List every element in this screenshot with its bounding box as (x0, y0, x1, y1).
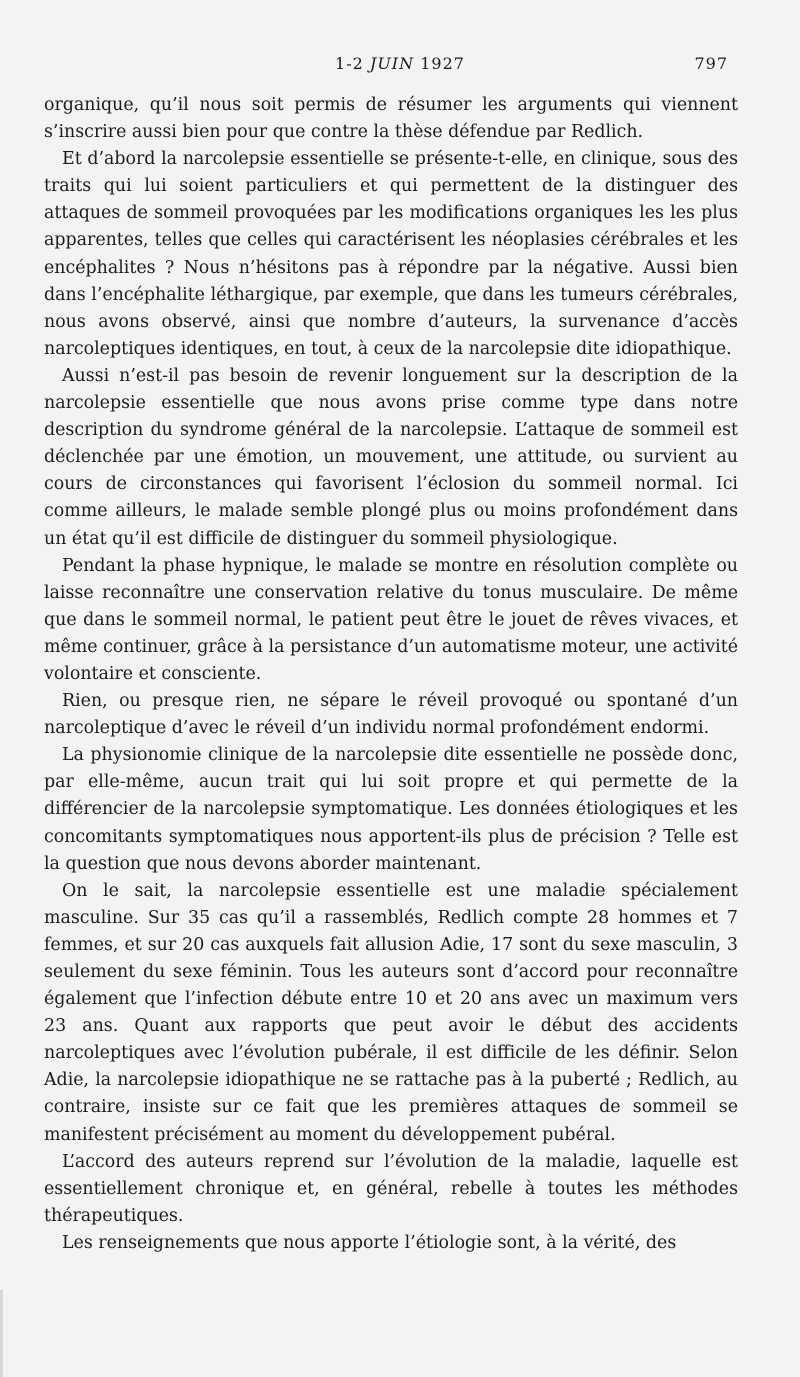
paragraph: Les renseignements que nous apporte l’étiologie sont, à la vérité, des (62, 1232, 677, 1253)
paragraph: Aussi n’est-il pas besoin de revenir longuement sur la description de la narcolepsie essentielle que nous avons prise comme type dans notre description du syndrome général de la narcolepsie. L’attaque de sommeil est déclenchée par une émotion, un mouvement, une attitude, ou survient au cours de circonstances qui favorisent l’éclosion du sommeil normal. Ici comme ailleurs, le malade semble plongé plus ou moins profondément dans un état qu’il est difficile de distinguer du sommeil physiologique. (44, 365, 738, 549)
header-date (40, 54, 760, 73)
page-number: 797 (694, 54, 728, 73)
header-year: 1927 (420, 54, 465, 73)
paragraph: On le sait, la narcolepsie essentielle est une maladie spécialement masculine. Sur 35 cas qu’il a rassemblés, Redlich compte 28 hommes et 7 femmes, et sur 20 cas auxquels fait allusion Adie, 17 sont du sexe masculin, 3 seulement du sexe féminin. Tous les auteurs sont d’accord pour reconnaître également que l’infection débute entre 10 et 20 ans avec un maximum vers 23 ans. Quant aux rapports que peut avoir le début des accidents narcoleptiques avec l’évolution pubérale, il est difficile de les définir. Selon Adie, la narcolepsie idiopathique ne se rattache pas à la puberté ; Redlich, au contraire, insiste sur ce fait que les premières attaques de sommeil se manifestent précisément au moment du développement pubéral. (44, 880, 738, 1145)
paragraph: Rien, ou presque rien, ne sépare le réveil provoqué ou spontané d’un narcoleptique d’avec le réveil d’un individu normal profondément endormi. (44, 691, 738, 739)
page-edge-shadow (0, 1290, 3, 1377)
paragraph: Pendant la phase hypnique, le malade se montre en résolution complète ou laisse reconnaître une conservation relative du tonus musculaire. De même que dans le sommeil normal, le patient peut être le jouet de rêves vivaces, et même continuer, grâce à la persistance d’un automatisme moteur, une activité volontaire et consciente. (44, 555, 738, 684)
running-header (40, 54, 760, 78)
header-date-prefix: 1-2 (335, 54, 364, 73)
paragraph: organique, qu’il nous soit permis de résumer les arguments qui viennent s’inscrire aussi bien pour que contre la thèse défendue par Redlich. (44, 95, 738, 143)
paragraph: L’accord des auteurs reprend sur l’évolution de la maladie, laquelle est essentiellement chronique et, en général, rebelle à toutes les méthodes thérapeutiques. (44, 1151, 738, 1226)
paragraph: La physionomie clinique de la narcolepsie dite essentielle ne possède donc, par elle-même, aucun trait qui lui soit propre et qui permette de la différencier de la narcolepsie symptomatique. Les données étiologiques et les concomitants symptomatiques nous apportent-ils plus de précision ? Telle est la question que nous devons aborder maintenant. (44, 745, 738, 874)
body-text (44, 92, 738, 1257)
paragraph: Et d’abord la narcolepsie essentielle se présente-t-elle, en clinique, sous des traits qui lui soient particuliers et qui permettent de la distinguer des attaques de sommeil provoquées par les modifications organiques les les plus apparentes, telles que celles qui caractérisent les néoplasies cérébrales et les encéphalites ? Nous n’hésitons pas à répondre par la négative. Aussi bien dans l’encéphalite léthargique, par exemple, que dans les tumeurs cérébrales, nous avons observé, ainsi que nombre d’auteurs, la survenance d’accès narcoleptiques identiques, en tout, à ceux de la narcolepsie dite idiopathique. (44, 149, 738, 359)
header-month: JUIN (369, 54, 415, 73)
